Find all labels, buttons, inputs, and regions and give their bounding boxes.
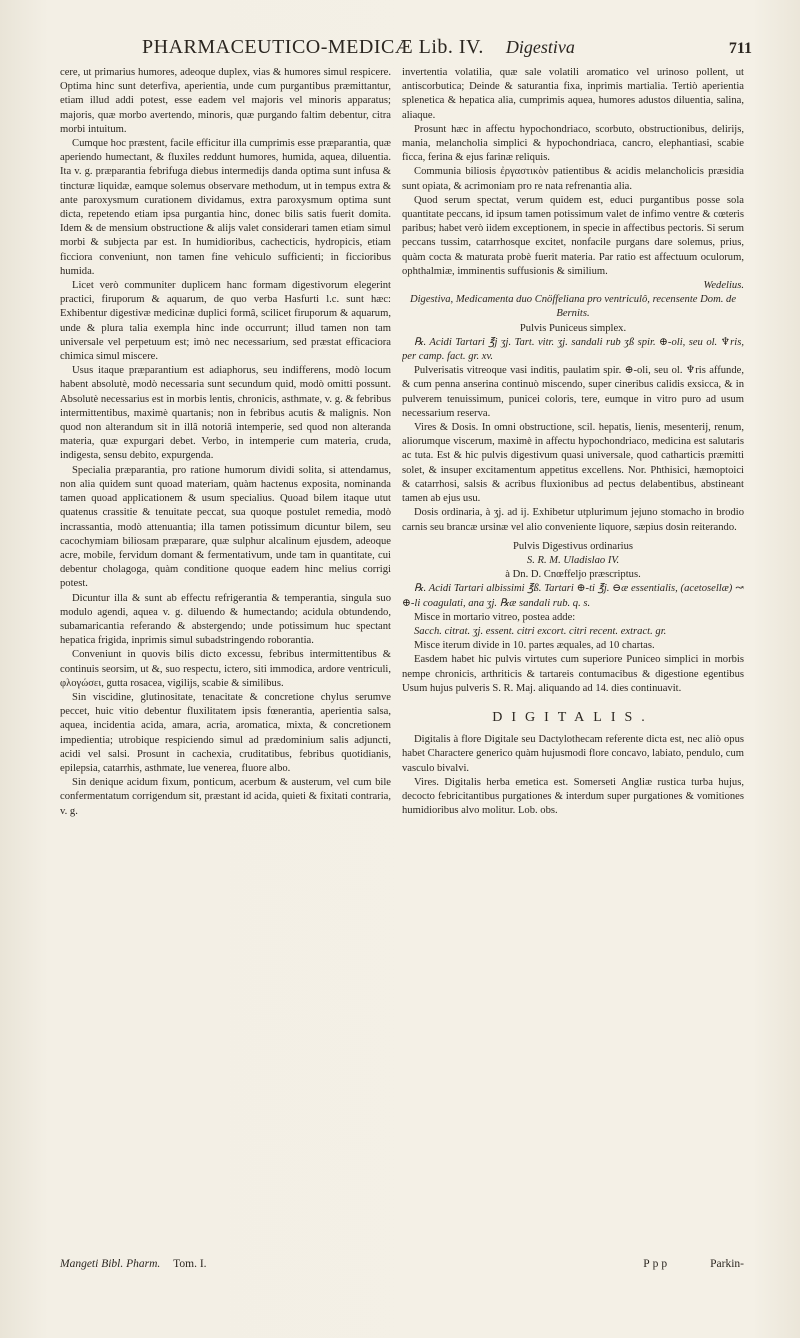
author-attribution: Wedelius. [703, 280, 744, 292]
paragraph: Vires. Digitalis herba emetica est. Somerseti Angliæ rustica turba hujus, decocto febricitantibus purgationes & interdum super purgationes & vomitiones humidioribus alvo molitur. Lob. obs. [402, 776, 744, 817]
recipe-preparation: Pulverisatis vitreoque vasi inditis, paulatim spir. ⊕-oli, seu ol. ♆ris affunde, & cum penna anserina continuò miscendo, super cineribus calidis exsicca, & in pulverem tenuissimum, punicei coloris, tere, eumque in vitro puro ad usum necessarium reserva. [402, 365, 744, 419]
paragraph: invertentia volatilia, quæ sale volatili aromatico vel urinoso pollent, ut antiscorbutica; Deinde & saturantia fixa, inprimis martialia. Tertiò aperientia splenetica & hepatica alia, cumprimis aquea, humores adustos diluentia, salina, aliaque. [402, 67, 744, 121]
paragraph: Sin viscidine, glutinositate, tenacitate & concretione chylus serumve peccet, huic vitio debentur fluxilitatem ipsis fœnerantia, aperientia salsa, aquea, incidentia acida, amara, acria, aromatica, mixta, & concretionem impedientia; utrobique respiciendo simul ad prædominium salis adjuncti, acidi vel salsi. Prosunt in cachexia, cruditatibus, febribus quotidianis, epilepsia, catarrhis, asthmate, lue venerea, fluore albo. [60, 691, 391, 774]
signature-mark: Ppp [643, 1258, 671, 1270]
paragraph: Cumque hoc præstent, facile efficitur illa cumprimis esse præparantia, quæ aperiendo humectant, & fluxiles reddunt humores, humida, aquea, diluentia. Ita v. g. præparantia febrifuga diebus intermedijs danda optima sunt infusa & tincturæ liquidæ, eamque solemus observare methodum, ut in tempus extra & ante paroxysmum curationem dividamus, extra paroxysmum optima sunt dicta, repetendo etiam ipsa purgantia hinc, donec bilis satis fuerit domita. Idem & de mensium obstructione & alijs valet considerari tamen etiam simul morbi & subjecta par est. In humidioribus, cachecticis, hydropicis, etiam ficciora conveniunt, non tamen fine vehiculo sufficienti; in ficcioribus humida. [60, 138, 391, 277]
paragraph: Licet verò communiter duplicem hanc formam digestivorum elegerint practici, firuporum & aquarum, de quo verba Hasfurti l.c. sunt hæc: Exhibentur digestivæ medicinæ duplici formâ, scilicet firuporum & aquarum, unde & plura talia exempla hinc inde occurrunt; illud tamen non tam universale vel perpetuum est; imò nec necessarium, sed præstat efficaciora chimica simul miscere. [60, 280, 391, 363]
section-subtitle: Digestiva, Medicamenta duo Cnöffeliana pro ventriculô, recensente Dom. de Bernits. [409, 294, 737, 320]
recipe-preparation: Misce iterum divide in 10. partes æquales, ad 10 chartas. [414, 640, 655, 652]
page-header [142, 36, 752, 66]
paragraph: Communia biliosis ἐργαστικὸν patientibus & acidis melancholicis præsidia sunt opiata, & acrimoniam pro re nata refrenantia alia. [402, 166, 744, 192]
recipe-virtues: Vires & Dosis. In omni obstructione, scil. hepatis, lienis, mesenterij, renum, aliorumque viscerum, maximè in affectu hypochondriaco, medicina est salutaris ac tuta. Est & hic pulvis digestivum quasi universale, quod catharticis præmitti solet, & insuper excitamentum appetitus excellens. Nor. Phthisici, hæmoptoici & catarrhosi, salsis & acribus fluxionibus ad pectus delabentibus, abstineant tamen ab ejus usu. [402, 422, 744, 505]
paragraph: Specialia præparantia, pro ratione humorum dividi solita, si attendamus, non alia quidem sunt quoad materiam, quàm hactenus exposita, nominanda tamen quoad applicationem & usum specialius. Quoad bilem itaque utut quatenus crassitie & tenuitate peccat, sua quoque postulet remedia, modò incrassantia, modò attenuantia; illa tamen potissimum dicuntur bilem, seu cacochymiam biliosam præparare, quæ sulphur alcalinum ejusdem, adeoque acre, mobile, fervidum domant & fermentativum, unde tam in quantitate, cui debentur cholagoga, quàm conditione quoque eadem hinc melius corrigi potest. [60, 464, 391, 590]
footer-source [60, 1258, 391, 1274]
page-number: 711 [728, 40, 752, 57]
recipe-ingredients: ℞. Acidi Tartari ℥j ʒj. Tart. vitr. ʒj. sandali rub ʒß spir. ⊕-oli, seu ol. ♆ris, per camp. fact. gr. xv. [402, 336, 744, 363]
paragraph: Conveniunt in quovis bilis dicto excessu, febribus intermittentibus & continuis seorsim, ut &, suo respectu, ictero, siti immodica, ardore ventriculi, φλογώσει, gutta rosacea, vigilijs, scabie & similibus. [60, 649, 391, 689]
recipe-ingredients: Sacch. citrat. ʒj. essent. citri excort. citri recent. extract. gr. [414, 625, 667, 637]
recipe-author: à Dn. D. Cnœffeljo præscriptus. [505, 569, 641, 581]
catchword: Parkin- [710, 1258, 744, 1270]
section-heading: DIGITALIS. [492, 709, 654, 725]
left-column [60, 66, 391, 1306]
footer-right [402, 1258, 744, 1274]
paragraph: Digitalis à flore Digitale seu Dactylothecam referente dicta est, nec aliò opus habet Charactere generico quàm hujusmodi flore concavo, labiato, pendulo, cum vasculo bivalvi. [402, 734, 744, 774]
paragraph: Dicuntur illa & sunt ab effectu refrigerantia & temperantia, singula suo modulo agendi, aquea v. g. diluendo & humectando; acidula obtundendo, subamaricantia referando & abstergendo; unde potissimum huc spectant hepatica frigida, inprimis simul subadstringendo roborantia. [60, 592, 391, 647]
recipe-dedication: S. R. M. Uladislao IV. [526, 554, 620, 566]
recipe-title: Pulvis Puniceus simplex. [519, 322, 627, 334]
paragraph: Usus itaque præparantium est adiaphorus, seu indifferens, modò locum habent absolutè, modò necessaria sunt secundum quid, modò omitti possunt. Absolutè necessarius est in morbis lentis, chronicis, asthmate, v. g. & febribus intermittentibus, maximè quartanis; non in febribus acutis & malignis. Non quod non alterandum sit in illâ notoriâ intemperie, sed quod non alteranda materia, quæ expurgari debet. Verbo, in intemperie cum materia, cruda, indigesta, sensu debito, expurgenda. [60, 365, 391, 462]
recipe-ingredients: ℞. Acidi Tartari albissimi ℥ß. Tartari ⊕-ti ℥j. ⊖æ essentialis, (acetosellæ) ↝ ⊕-li coagulati, ana ʒj. ℞æ sandali rub. q. s. [402, 583, 744, 609]
section-title: Digestiva [505, 37, 575, 57]
volume-label: Tom. I. [173, 1258, 207, 1270]
recipe-dosage: Dosis ordinaria, à ʒj. ad ij. Exhibetur utplurimum jejuno stomacho in brodio carnis seu brancæ ursinæ vel alio conveniente liquore, sæpius dosin reiterando. [402, 507, 744, 533]
right-column [402, 66, 744, 1306]
paragraph: Prosunt hæc in affectu hypochondriaco, scorbuto, obstructionibus, delirijs, mania, melancholia simplici & hypochondriaca, cancro, elephantiasi, scabie ficca, ferina & ejus farinæ reliquis. [402, 123, 744, 164]
running-head: PHARMACEUTICO-MEDICÆ Lib. IV. [142, 36, 484, 58]
source-title: Mangeti Bibl. Pharm. [60, 1258, 161, 1270]
paragraph: cere, ut primarius humores, adeoque duplex, vias & humores simul respicere. Optima hinc sunt deterfiva, aperientia, unde cum purgantibus præmittantur, etiam illud addi potest, esse eadem vel majoris vel minoris apparatus; majoris, quæ morbo avertendo, minoris, quæ purgando faltim debentur, citra morbi intuitum. [60, 67, 391, 135]
paragraph: Quod serum spectat, verum quidem est, educi purgantibus posse sola quantitate peccans, id ipsum tamen potissimum valet de infimo ventre & cœteris paribus; habet verò iidem exceptionem, in specie in affectibus pectoris. Si serum peccans tussim, catarrhosque excitet, nonfacile purgans dare solemus, prius, quàm cocta & maturata probè fuerit materia. Par ratio est affectuum oculorum, ophthalmiæ, imminentis suffusionis & similium. [402, 194, 744, 277]
recipe-virtues: Easdem habet hic pulvis virtutes cum superiore Puniceo simplici in morbis nempe chronicis, arthriticis & tartareis contumacibus & digestione egentibus Usum hujus pulveris S. R. Maj. aliquando ad 14. dies continuavit. [402, 654, 744, 694]
recipe-title: Pulvis Digestivus ordinarius [512, 540, 634, 552]
recipe-preparation: Misce in mortario vitreo, postea adde: [414, 611, 576, 623]
paragraph: Sin denique acidum fixum, ponticum, acerbum & austerum, vel cum bile confermentatum corrigendum sit, præstant id acida, quieti & fixitati contraria, v. g. [60, 777, 391, 817]
